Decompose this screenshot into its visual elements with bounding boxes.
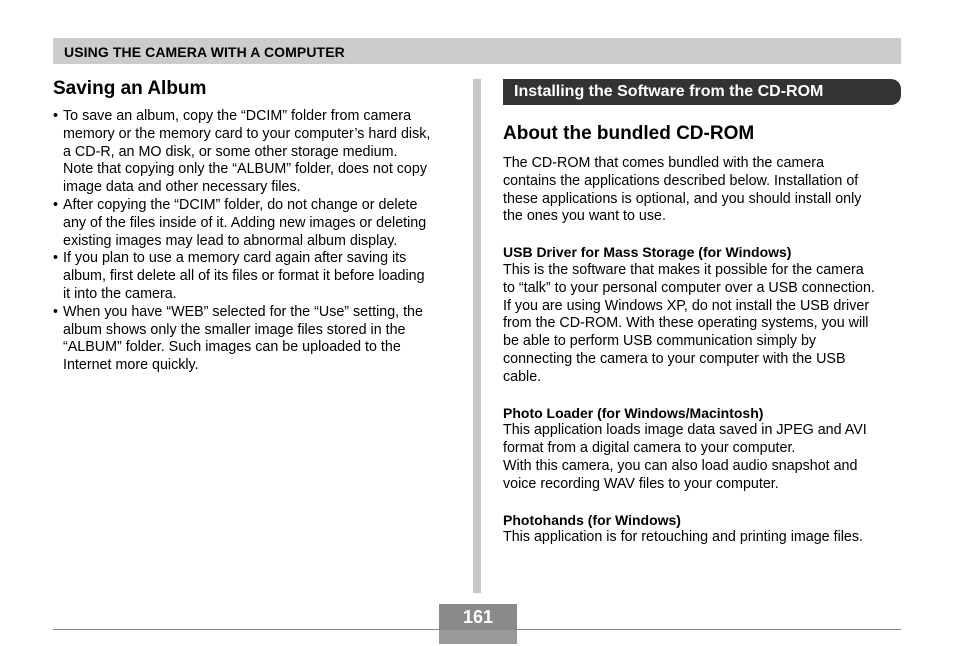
software-section xyxy=(503,244,903,386)
software-section xyxy=(503,405,903,494)
section-pill-heading: Installing the Software from the CD-ROM xyxy=(503,79,901,105)
software-desc-line: format from a digital camera to your computer. xyxy=(503,440,796,457)
bullet-line: memory or the memory card to your computer’s hard disk, xyxy=(63,125,431,142)
bullet-line: After copying the “DCIM” folder, do not change or delete xyxy=(63,196,418,213)
bullet-line: any of the files inside of it. Adding new images or deleting xyxy=(63,214,427,231)
intro-line: the ones you want to use. xyxy=(503,208,666,225)
bullet-item xyxy=(53,108,453,197)
bullet-item xyxy=(53,304,453,375)
saving-album-title: Saving an Album xyxy=(53,78,207,99)
bullet-line: “ALBUM” folder. Such images can be uploaded to the xyxy=(63,339,401,356)
chapter-header xyxy=(53,38,901,64)
intro-line: contains the applications described below. Installation of xyxy=(503,172,859,189)
about-cdrom-title: About the bundled CD-ROM xyxy=(503,123,755,144)
bullet-line: Internet more quickly. xyxy=(63,357,199,374)
software-title: USB Driver for Mass Storage (for Windows) xyxy=(503,244,792,261)
software-desc-line: cable. xyxy=(503,368,542,385)
software-sections xyxy=(503,244,903,547)
chapter-title: USING THE CAMERA WITH A COMPUTER xyxy=(64,44,345,60)
bullet-line: it into the camera. xyxy=(63,285,177,302)
intro-line: The CD-ROM that comes bundled with the camera xyxy=(503,155,825,171)
bullet-line: album shows only the smaller image files stored in the xyxy=(63,321,406,338)
bullet-line: existing images may lead to abnormal album display. xyxy=(63,232,398,249)
software-desc-line: be able to perform USB communication simply by xyxy=(503,333,817,350)
software-desc-line: to “talk” to your personal computer over a USB connection. xyxy=(503,279,875,296)
page-number: 161 xyxy=(439,604,517,630)
left-column xyxy=(53,78,453,375)
software-desc-line: If you are using Windows XP, do not install the USB driver xyxy=(503,297,870,314)
software-desc-line: voice recording WAV files to your computer. xyxy=(503,475,779,492)
intro-line: these applications is optional, and you should install only xyxy=(503,190,862,207)
right-column xyxy=(503,79,903,547)
bullet-dot: • xyxy=(53,250,59,267)
page-number-box xyxy=(439,604,517,644)
bullet-dot: • xyxy=(53,303,59,320)
bullet-dot: • xyxy=(53,108,59,124)
bullet-line: To save an album, copy the “DCIM” folder from camera xyxy=(63,108,412,124)
bullet-list xyxy=(53,108,453,375)
software-desc-line: connecting the camera to your computer with the USB xyxy=(503,350,846,367)
software-desc-line: This is the software that makes it possible for the camera xyxy=(503,261,864,278)
software-desc-line: from the CD-ROM. With these operating systems, you will xyxy=(503,315,869,332)
software-desc-line: This application is for retouching and printing image files. xyxy=(503,529,863,546)
bullet-line: If you plan to use a memory card again after saving its xyxy=(63,250,407,267)
bullet-dot: • xyxy=(53,196,59,213)
column-divider xyxy=(473,79,481,593)
software-desc-line: With this camera, you can also load audio snapshot and xyxy=(503,457,858,474)
bullet-line: Note that copying only the “ALBUM” folder, does not copy xyxy=(63,161,427,178)
software-desc-line: This application loads image data saved in JPEG and AVI xyxy=(503,422,867,439)
bullet-line: When you have “WEB” selected for the “Use” setting, the xyxy=(63,303,423,320)
bullet-line: image data and other necessary files. xyxy=(63,179,301,196)
bullet-item xyxy=(53,197,453,250)
intro-paragraph xyxy=(503,155,903,226)
bullet-line: a CD-R, an MO disk, or some other storage medium. xyxy=(63,143,398,160)
software-title: Photo Loader (for Windows/Macintosh) xyxy=(503,404,764,421)
software-title: Photohands (for Windows) xyxy=(503,511,681,528)
software-section xyxy=(503,512,903,548)
bullet-item xyxy=(53,250,453,303)
bullet-line: album, first delete all of its files or format it before loading xyxy=(63,268,425,285)
